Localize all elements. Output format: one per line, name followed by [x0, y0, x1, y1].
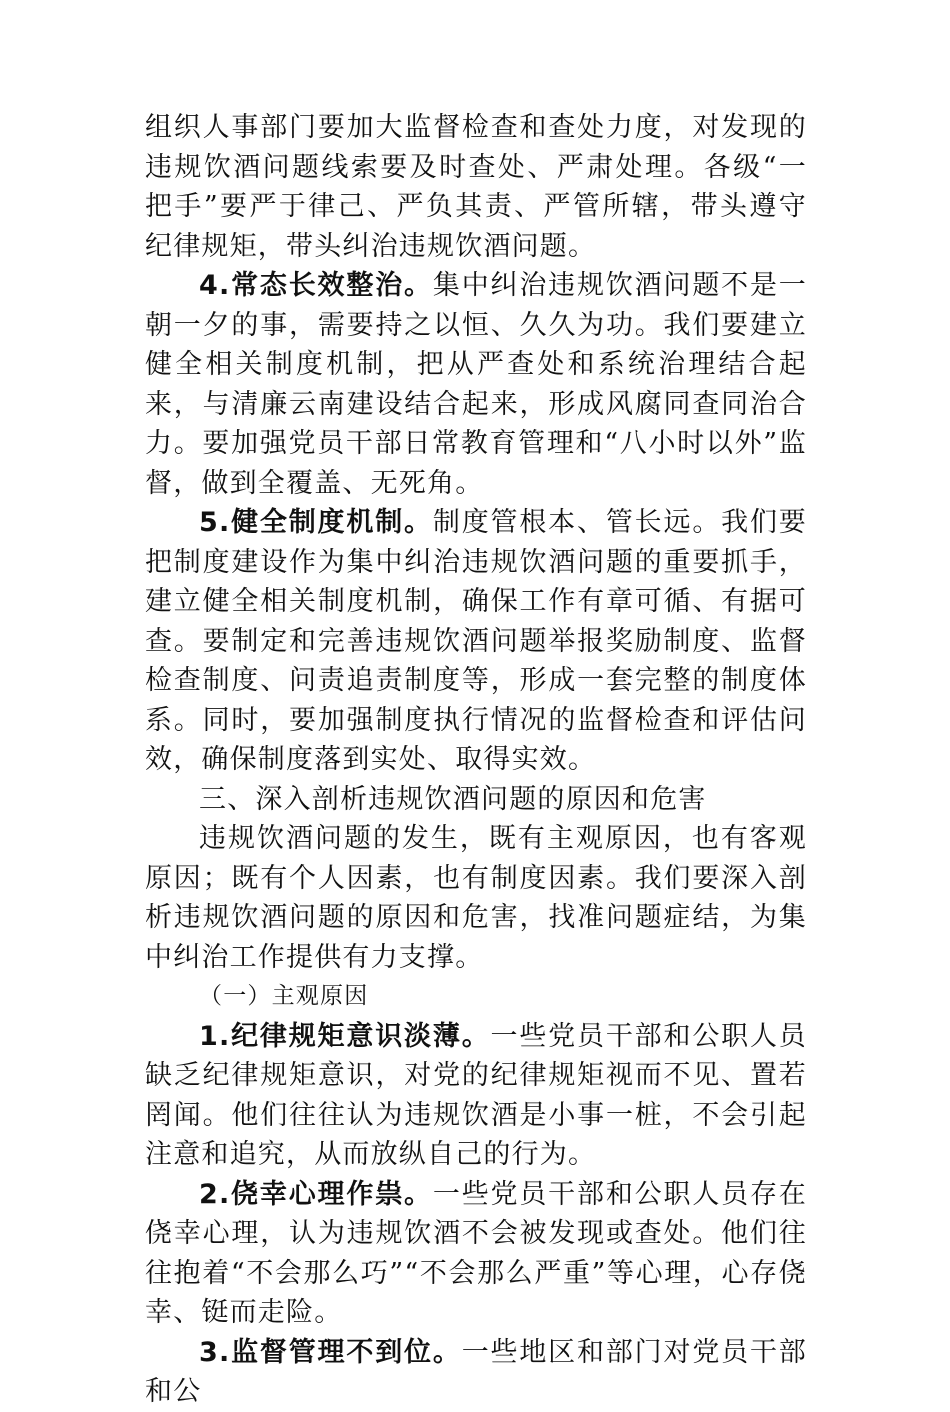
- paragraph-intro: [145, 819, 807, 977]
- paragraph-cause-2: [145, 1175, 807, 1333]
- paragraph-lead: 4.常态长效整治。: [199, 270, 433, 301]
- section-heading: 三、深入剖析违规饮酒问题的原因和危害: [199, 783, 707, 815]
- paragraph-text: 一些党员干部和公职人员缺乏纪律规矩意识，对党的纪律规矩视而不见、置若罔闻。他们往往认为违规饮酒是小事一桩，不会引起注意和追究，从而放纵自己的行为。: [145, 1020, 808, 1170]
- paragraph-text: 一些地区和部门对党员干部和公: [145, 1336, 808, 1407]
- paragraph-item-4: [145, 266, 807, 503]
- paragraph-text: 集中纠治违规饮酒问题不是一朝一夕的事，需要持之以恒、久久为功。我们要建立健全相关制度机制，把从严查处和系统治理结合起来，与清廉云南建设结合起来，形成风腐同查同治合力。要加强党员干部日常教育管理和“八小时以外”监督，做到全覆盖、无死角。: [145, 270, 808, 499]
- paragraph-lead: 2.侥幸心理作祟。: [199, 1178, 433, 1210]
- document-page: [145, 108, 807, 1412]
- paragraph-text: 一些党员干部和公职人员存在侥幸心理，认为违规饮酒不会被发现或查处。他们往往抱着“不会那么巧”“不会那么严重”等心理，心存侥幸、铤而走险。: [145, 1178, 808, 1328]
- paragraph-text: 组织人事部门要加大监督检查和查处力度，对发现的违规饮酒问题线索要及时查处、严肃处理。各级“一把手”要严于律己、严负其责、严管所辖，带头遵守纪律规矩，带头纠治违规饮酒问题。: [145, 112, 807, 262]
- paragraph-cause-3: [145, 1333, 807, 1412]
- paragraph-cause-1: [145, 1017, 807, 1175]
- paragraph-lead: 3.监督管理不到位。: [199, 1336, 462, 1368]
- subsection-heading: （一）主观原因: [199, 983, 369, 1009]
- paragraph-continuation: [145, 108, 807, 266]
- paragraph-item-5: [145, 503, 807, 780]
- paragraph-text: 制度管根本、管长远。我们要把制度建设作为集中纠治违规饮酒问题的重要抓手，建立健全相关制度机制，确保工作有章可循、有据可查。要制定和完善违规饮酒问题举报奖励制度、监督检查制度、问责追责制度等，形成一套完整的制度体系。同时，要加强制度执行情况的监督检查和评估问效，确保制度落到实处、取得实效。: [145, 507, 808, 775]
- paragraph-lead: 1.纪律规矩意识淡薄。: [199, 1020, 491, 1052]
- paragraph-text: 违规饮酒问题的发生，既有主观原因，也有客观原因；既有个人因素，也有制度因素。我们要深入剖析违规饮酒问题的原因和危害，找准问题症结，为集中纠治工作提供有力支撑。: [145, 823, 807, 973]
- paragraph-lead: 5.健全制度机制。: [199, 507, 433, 538]
